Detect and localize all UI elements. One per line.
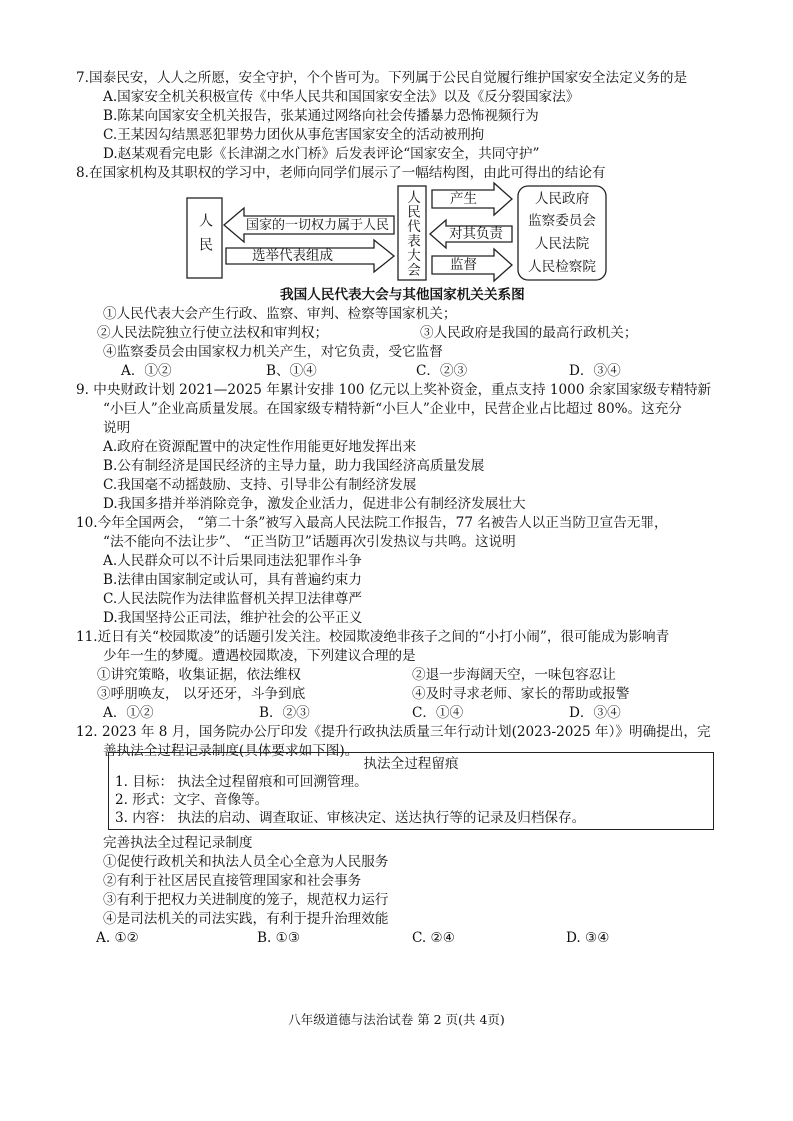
q9-stem-line-1: 9. 中央财政计划 2021—2025 年累计安排 100 亿元以上奖补资金，重点支持 1000 余家国家级专精特新 <box>76 382 712 398</box>
organ-government: 人民政府 <box>534 191 590 207</box>
q12-choice-d: D. ③④ <box>566 930 610 946</box>
q10-option-b: B.法律由国家制定或认可，具有普遍约束力 <box>103 572 362 588</box>
q12-stem-line-1: 12. 2023 年 8 月，国务院办公厅印发《提升行政执法质量三年行动计划(2023-2025 年）》明确提出，完 <box>76 724 711 740</box>
q11-statement-4: ④及时寻求老师、家长的帮助或报警 <box>412 686 630 702</box>
q11-statement-1: ①讲究策略，收集证据，依法维权 <box>97 667 301 683</box>
q11-choice-c: C．①④ <box>412 705 464 721</box>
q12-requirements-table <box>108 752 714 830</box>
q10-option-a: A.人民群众可以不计后果同违法犯罪作斗争 <box>103 553 362 569</box>
arrow-produce-label: 产生 <box>450 191 477 207</box>
q11-choice-a: A．①② <box>103 705 154 721</box>
table-title: 执法全过程留痕 <box>363 756 459 772</box>
npc-label: 人民代表大会 <box>404 190 420 277</box>
arrow-supervise-label: 监督 <box>450 257 477 273</box>
q10-stem-line-2: “法不能向不法让步”、 “正当防卫”话题再次引发热议与共鸣。这说明 <box>103 534 516 550</box>
q12-statement-1: ①促使行政机关和执法人员全心全意为人民服务 <box>103 854 389 870</box>
q11-choice-d: D．③④ <box>569 705 621 721</box>
q11-statement-2: ②退一步海阔天空，一味包容忍让 <box>412 667 616 683</box>
people-label: 人民 <box>197 213 213 261</box>
q9-option-b: B.公有制经济是国民经济的主导力量，助力我国经济高质量发展 <box>103 458 485 474</box>
arrow-bottom-label: 选举代表组成 <box>252 248 333 264</box>
q8-statement-2: ②人民法院独立行使立法权和审判权； <box>97 325 329 341</box>
q10-stem-line-1: 10.今年全国两会， “第二十条”被写入最高人民法院工作报告，77 名被告人以正当防卫宣告无罪， <box>76 515 668 531</box>
q7-option-a: A.国家安全机关积极宣传《中华人民共和国国家安全法》以及《反分裂国家法》 <box>103 89 580 105</box>
table-row-1: 1. 目标： 执法全过程留痕和可回溯管理。 <box>115 774 368 790</box>
diagram-arrows <box>0 0 793 300</box>
q8-statement-3: ③人民政府是我国的最高行政机关； <box>420 325 638 341</box>
q10-option-c: C.人民法院作为法律监督机关捍卫法律尊严 <box>103 591 362 607</box>
q7-option-d: D.赵某观看完电影《长津湖之水门桥》后发表评论“国家安全，共同守护” <box>103 146 540 162</box>
q7-option-b: B.陈某向国家安全机关报告，张某通过网络向社会传播暴力恐怖视频行为 <box>103 108 539 124</box>
q7-stem: 7.国泰民安，人人之所愿，安全守护，个个皆可为。下列属于公民自觉履行维护国家安全法定义务的是 <box>76 70 688 86</box>
q7-option-c: C.王某因勾结黑恶犯罪势力团伙从事危害国家安全的活动被刑拘 <box>103 127 485 143</box>
q12-lead: 完善执法全过程记录制度 <box>103 835 253 851</box>
q12-choices <box>0 929 793 948</box>
q11-stem-line-2: 少年一生的梦魇。遭遇校园欺凌，下列建议合理的是 <box>103 648 416 664</box>
arrow-responsible-label: 对其负责 <box>449 226 503 242</box>
q8-choices <box>0 362 793 381</box>
q11-stem-line-1: 11.近日有关“校园欺凌”的话题引发关注。校园欺凌绝非孩子之间的“小打小闹”，很可能成为影响青 <box>76 629 670 645</box>
q12-statement-4: ④是司法机关的司法实践，有利于提升治理效能 <box>103 911 389 927</box>
organ-procuratorate: 人民检察院 <box>528 259 596 275</box>
organ-court: 人民法院 <box>534 236 590 252</box>
q8-stem: 8.在国家机构及其职权的学习中，老师向同学们展示了一幅结构图，由此可得出的结论有 <box>76 165 606 181</box>
page-footer: 八年级道德与法治试卷 第 2 页(共 4页) <box>288 1012 505 1027</box>
q8-choice-a: A．①② <box>121 363 172 379</box>
q9-option-a: A.政府在资源配置中的决定性作用能更好地发挥出来 <box>103 439 417 455</box>
q8-choice-d: D．③④ <box>569 363 621 379</box>
q10-option-d: D.我国坚持公正司法，维护社会的公平正义 <box>103 610 363 626</box>
diagram-caption: 我国人民代表大会与其他国家机关关系图 <box>280 287 525 303</box>
q9-option-c: C.我国毫不动摇鼓励、支持、引导非公有制经济发展 <box>103 477 417 493</box>
q12-choice-a: A. ①② <box>96 930 139 946</box>
q9-stem-line-3: 说明 <box>103 420 131 436</box>
q8-statement-1: ①人民代表大会产生行政、监察、审判、检察等国家机关； <box>103 306 457 322</box>
table-row-2: 2. 形式：文字、音像等。 <box>115 792 269 808</box>
q11-choice-b: B．②③ <box>259 705 310 721</box>
q11-statement-3: ③呼朋唤友， 以牙还牙，斗争到底 <box>97 686 306 702</box>
q8-statement-4: ④监察委员会由国家权力机关产生，对它负责，受它监督 <box>103 344 443 360</box>
q9-stem-line-2: “小巨人”企业高质量发展。在国家级专精特新“小巨人”企业中，民营企业占比超过 80%。这充分 <box>103 401 682 417</box>
q12-stem-line-2: 善执法全过程记录制度(具体要求如下图)。 <box>103 743 359 759</box>
organ-supervisory: 监察委员会 <box>528 213 596 229</box>
q9-option-d: D.我国多措并举消除竞争，激发企业活力，促进非公有制经济发展壮大 <box>103 496 526 512</box>
table-row-3: 3. 内容： 执法的启动、调查取证、审核决定、送达执行等的记录及归档保存。 <box>115 810 586 826</box>
q12-choice-b: B. ①③ <box>257 930 301 946</box>
q8-choice-c: C．②③ <box>416 363 468 379</box>
q8-choice-b: B、①④ <box>266 363 317 379</box>
q12-statement-2: ②有利于社区居民直接管理国家和社会事务 <box>103 873 362 889</box>
q12-choice-c: C. ②④ <box>412 930 455 946</box>
arrow-top-label: 国家的一切权力属于人民 <box>246 218 390 233</box>
q11-choices <box>0 704 793 723</box>
q12-statement-3: ③有利于把权力关进制度的笼子，规范权力运行 <box>103 892 389 908</box>
